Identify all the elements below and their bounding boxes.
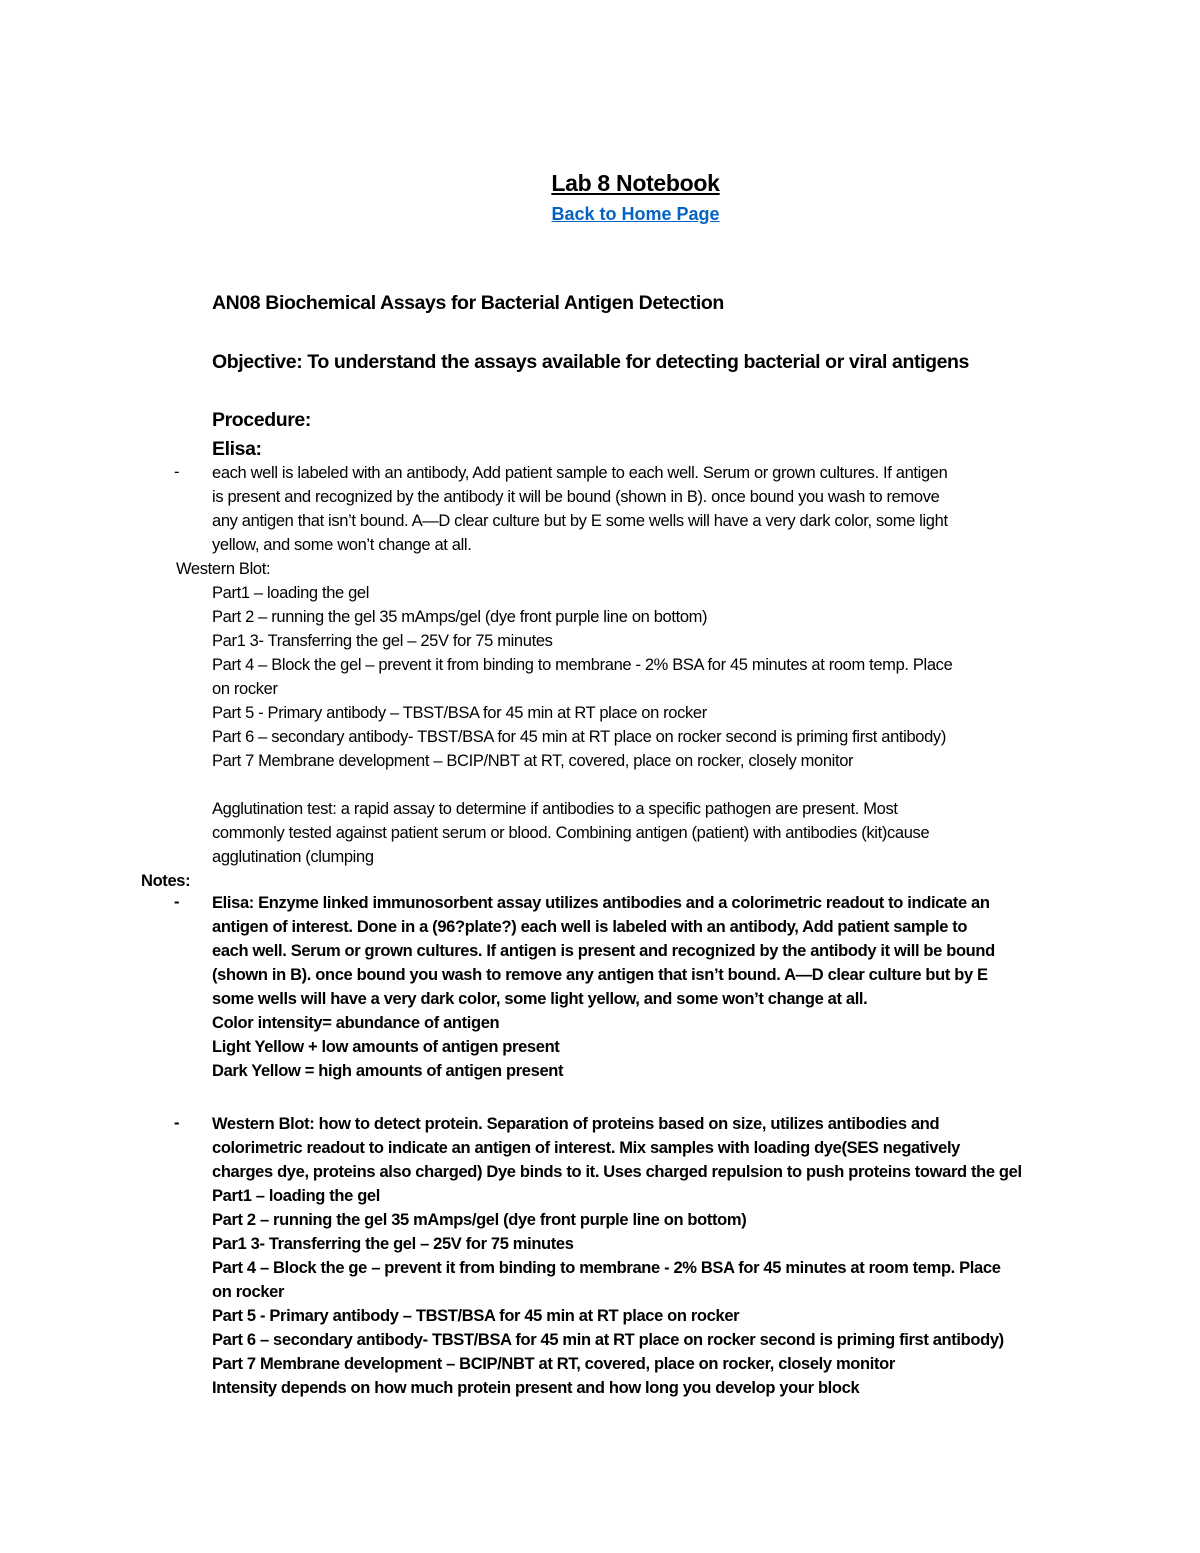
agglutination-line: agglutination (clumping bbox=[212, 848, 374, 866]
page-title: Lab 8 Notebook bbox=[551, 170, 720, 196]
agglutination-line: Agglutination test: a rapid assay to determine if antibodies to a specific pathogen are present. Most bbox=[212, 800, 898, 818]
notes-elisa-line: (shown in B). once bound you wash to remove any antigen that isn’t bound. A—D clear culture but by E bbox=[212, 966, 988, 984]
notes-western-line: Part 5 - Primary antibody – TBST/BSA for 45 min at RT place on rocker bbox=[212, 1307, 740, 1325]
bullet-dash: - bbox=[174, 463, 180, 481]
bullet-dash: - bbox=[174, 1114, 180, 1132]
bullet-dash: - bbox=[174, 893, 180, 911]
notes-western-line: Part 6 – secondary antibody- TBST/BSA for 45 min at RT place on rocker second is priming first antibody) bbox=[212, 1331, 1004, 1349]
western-blot-heading: Western Blot: bbox=[176, 560, 271, 578]
western-procedure-line: Part 7 Membrane development – BCIP/NBT at RT, covered, place on rocker, closely monitor bbox=[212, 752, 854, 770]
elisa-procedure-line: is present and recognized by the antibody it will be bound (shown in B). once bound you wash to remove bbox=[212, 488, 940, 506]
lab-title: AN08 Biochemical Assays for Bacterial Antigen Detection bbox=[212, 292, 724, 314]
western-procedure-line: Part 5 - Primary antibody – TBST/BSA for 45 min at RT place on rocker bbox=[212, 704, 707, 722]
elisa-procedure-line: yellow, and some won’t change at all. bbox=[212, 536, 472, 554]
notes-elisa-line: Dark Yellow = high amounts of antigen present bbox=[212, 1062, 564, 1080]
notes-western-line: Part1 – loading the gel bbox=[212, 1187, 380, 1205]
elisa-heading: Elisa: bbox=[212, 438, 262, 460]
notes-western-line: Western Blot: how to detect protein. Separation of proteins based on size, utilizes antibodies and bbox=[212, 1115, 940, 1133]
elisa-procedure-line: any antigen that isn’t bound. A—D clear culture but by E some wells will have a very dark color, some light bbox=[212, 512, 948, 530]
western-procedure-line: Par1 3- Transferring the gel – 25V for 75 minutes bbox=[212, 632, 553, 650]
notes-heading: Notes: bbox=[141, 872, 191, 890]
western-procedure-line: Part 2 – running the gel 35 mAmps/gel (dye front purple line on bottom) bbox=[212, 608, 708, 626]
notes-elisa-line: each well. Serum or grown cultures. If antigen is present and recognized by the antibody it will be bound bbox=[212, 942, 995, 960]
notes-western-line: Part 2 – running the gel 35 mAmps/gel (dye front purple line on bottom) bbox=[212, 1211, 747, 1229]
notes-elisa-line: some wells will have a very dark color, some light yellow, and some won’t change at all. bbox=[212, 990, 868, 1008]
notes-elisa-line: Elisa: Enzyme linked immunosorbent assay utilizes antibodies and a colorimetric readout to indicate an bbox=[212, 894, 990, 912]
notes-western-line: Par1 3- Transferring the gel – 25V for 75 minutes bbox=[212, 1235, 574, 1253]
back-to-home-link[interactable]: Back to Home Page bbox=[551, 204, 720, 224]
western-procedure-line: Part 6 – secondary antibody- TBST/BSA for 45 min at RT place on rocker second is priming first antibody) bbox=[212, 728, 946, 746]
western-procedure-line: Part 4 – Block the gel – prevent it from binding to membrane - 2% BSA for 45 minutes at room temp. Place bbox=[212, 656, 953, 674]
notes-western-line: Part 7 Membrane development – BCIP/NBT at RT, covered, place on rocker, closely monitor bbox=[212, 1355, 895, 1373]
agglutination-line: commonly tested against patient serum or blood. Combining antigen (patient) with antibodies (kit)cause bbox=[212, 824, 930, 842]
objective: Objective: To understand the assays available for detecting bacterial or viral antigens bbox=[212, 351, 970, 373]
western-procedure-line: on rocker bbox=[212, 680, 278, 698]
notes-elisa-line: Color intensity= abundance of antigen bbox=[212, 1014, 500, 1032]
notes-elisa-line: Light Yellow + low amounts of antigen present bbox=[212, 1038, 560, 1056]
elisa-procedure-line: each well is labeled with an antibody, Add patient sample to each well. Serum or grown cultures. If antigen bbox=[212, 464, 948, 482]
notes-western-line: on rocker bbox=[212, 1283, 285, 1301]
procedure-heading: Procedure: bbox=[212, 409, 311, 431]
notes-western-line: charges dye, proteins also charged) Dye binds to it. Uses charged repulsion to push proteins toward the gel bbox=[212, 1163, 1022, 1181]
notes-western-line: Intensity depends on how much protein present and how long you develop your block bbox=[212, 1379, 860, 1397]
western-procedure-line: Part1 – loading the gel bbox=[212, 584, 370, 602]
notes-western-line: Part 4 – Block the ge – prevent it from binding to membrane - 2% BSA for 45 minutes at room temp. Place bbox=[212, 1259, 1001, 1277]
notes-elisa-line: antigen of interest. Done in a (96?plate?) each well is labeled with an antibody, Add patient sample to bbox=[212, 918, 968, 936]
notes-western-line: colorimetric readout to indicate an antigen of interest. Mix samples with loading dye(SES negatively bbox=[212, 1139, 961, 1157]
